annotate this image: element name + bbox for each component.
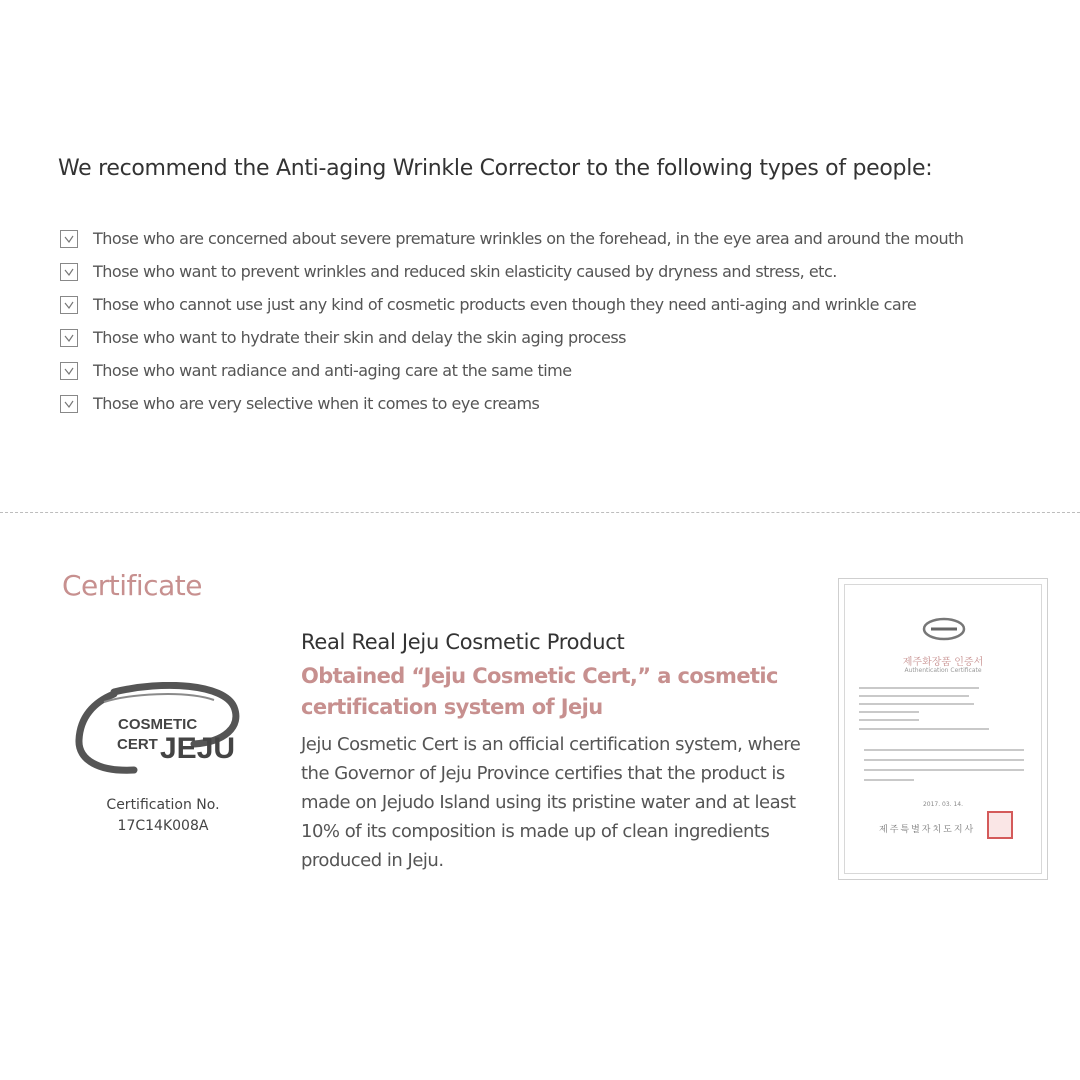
checkbox-checked-icon <box>60 263 78 281</box>
document-text-line <box>859 695 969 697</box>
recommend-headline: We recommend the Anti-aging Wrinkle Corrector to the following types of people: <box>58 156 933 181</box>
jeju-cosmetic-cert-logo <box>74 682 244 782</box>
product-subtitle: Obtained “Jeju Cosmetic Cert,” a cosmetic certification system of Jeju <box>301 664 778 719</box>
list-item <box>60 321 1050 354</box>
recommend-checklist <box>60 222 1050 420</box>
product-description: Jeju Cosmetic Cert is an official certification system, where the Governor of Jeju Province certifies that the product is made on Jejudo Island using its pristine water and at least 10% of its composition is made up of clean ingredients produced in Jeju. <box>301 734 801 871</box>
document-heading: 제주화장품 인증서 <box>902 657 984 668</box>
document-text-line <box>859 711 919 713</box>
list-item-text: Those who want to prevent wrinkles and reduced skin elasticity caused by dryness and stress, etc. <box>93 262 837 281</box>
certificate-document-image <box>838 578 1048 880</box>
checkbox-checked-icon <box>60 329 78 347</box>
list-item-text: Those who want to hydrate their skin and delay the skin aging process <box>93 328 626 347</box>
list-item <box>60 222 1050 255</box>
logo-text-cert: CERT <box>117 736 158 753</box>
document-text-line <box>859 703 974 705</box>
list-item-text: Those who are very selective when it comes to eye creams <box>93 394 540 413</box>
document-text-line <box>864 779 914 781</box>
certificate-section-title: Certificate <box>62 569 202 602</box>
checkbox-checked-icon <box>60 362 78 380</box>
logo-text-cosmetic: COSMETIC <box>118 716 198 733</box>
section-divider <box>0 512 1080 513</box>
document-text-line <box>859 728 989 730</box>
document-text-line <box>864 749 1024 751</box>
list-item <box>60 354 1050 387</box>
cert-no-label: Certification No. <box>106 797 220 813</box>
document-text-line <box>864 769 1024 771</box>
list-item <box>60 288 1050 321</box>
checkbox-checked-icon <box>60 230 78 248</box>
logo-text-jeju: JEJU <box>160 732 236 765</box>
list-item-text: Those who want radiance and anti-aging care at the same time <box>93 361 572 380</box>
document-subheading: Authentication Certificate <box>904 667 982 674</box>
list-item <box>60 255 1050 288</box>
document-text-line <box>859 687 979 689</box>
list-item-text: Those who are concerned about severe premature wrinkles on the forehead, in the eye area and around the mouth <box>93 229 964 248</box>
cert-no-value: 17C14K008A <box>117 818 209 834</box>
checkbox-checked-icon <box>60 395 78 413</box>
document-logo <box>921 615 967 643</box>
document-issuer: 제주특별자치도지사 <box>879 825 976 835</box>
product-title: Real Real Jeju Cosmetic Product <box>301 630 625 654</box>
certification-number <box>74 795 252 837</box>
document-text-line <box>864 759 1024 761</box>
list-item <box>60 387 1050 420</box>
document-text-line <box>859 719 919 721</box>
list-item-text: Those who cannot use just any kind of cosmetic products even though they need anti-aging and wrinkle care <box>93 295 917 314</box>
checkbox-checked-icon <box>60 296 78 314</box>
document-date: 2017. 03. 14. <box>922 801 964 808</box>
red-seal-icon <box>987 811 1013 839</box>
